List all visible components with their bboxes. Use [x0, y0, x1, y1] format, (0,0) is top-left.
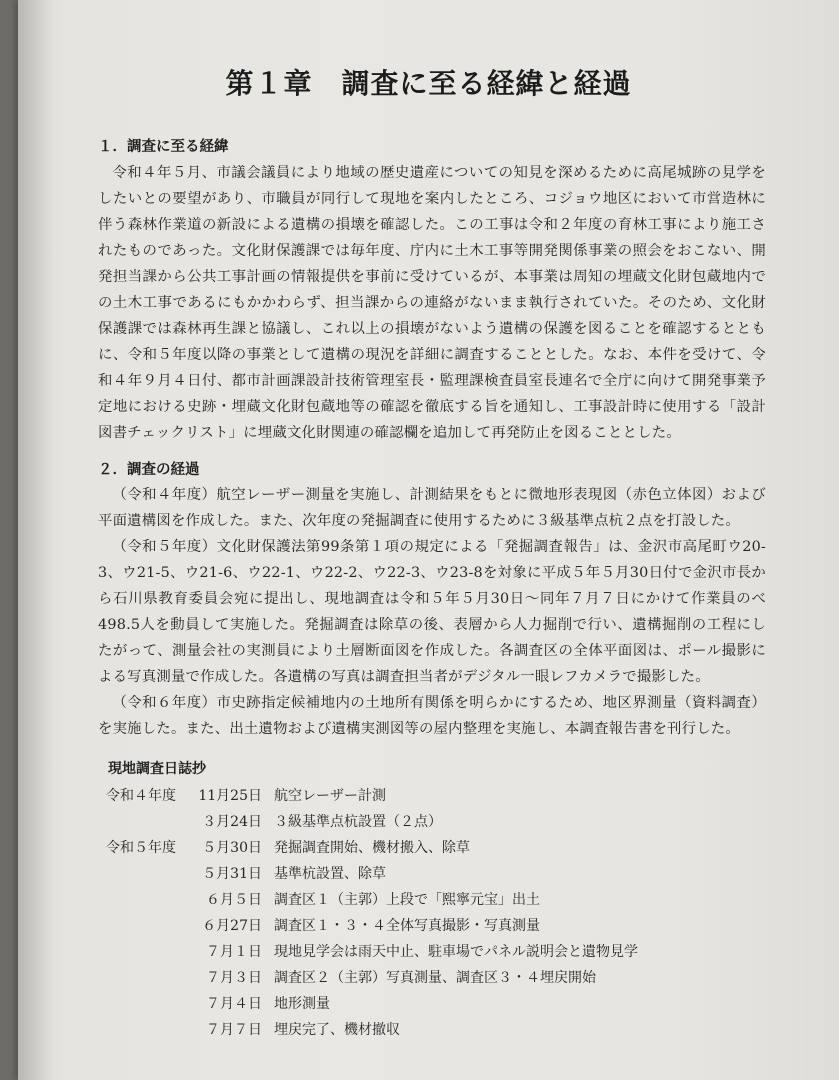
chapter-title: 第１章 調査に至る経緯と経過	[225, 67, 632, 100]
diary-row	[106, 991, 706, 1017]
diary-event: 調査区１・３・４全体写真撮影・写真測量	[274, 918, 540, 934]
diary-event: 現地見学会は雨天中止、駐車場でパネル説明会と遺物見学	[274, 944, 638, 960]
diary-event: 調査区１（主郭）上段で「熙寧元宝」出土	[274, 892, 540, 908]
diary-row	[106, 861, 706, 887]
diary-event: 埋戻完了、機材撤収	[274, 1022, 400, 1038]
diary-row	[106, 939, 706, 965]
diary-table	[106, 783, 706, 1043]
section-1-paragraph: 令和４年５月、市議会議員により地域の歴史遺産についての知見を深めるために高尾城跡の見学をしたいとの要望があり、市職員が同行して現地を案内したところ、コジョウ地区において市営造林に伴う森林作業道の新設による遺構の損壊を確認した。この工事は令和２年度の育林工事により施工されたものであった。文化財保護課では毎年度、庁内に土木工事等開発関係事業の照会をおこない、開発担当課から公共工事計画の情報提供を事前に受けているが、本事業は周知の埋蔵文化財包蔵地内での土木工事であるにもかかわらず、担当課からの連絡がないまま執行されていた。そのため、文化財保護課では森林再生課と協議し、これ以上の損壊がないよう遺構の保護を図ることを確認するとともに、令和５年度以降の事業として遺構の現況を詳細に調査することとした。なお、本件を受けて、令和４年９月４日付、都市計画課設計技術管理室長・監理課検査員室長連名で全庁に向けて開発事業予定地における史跡・埋蔵文化財包蔵地等の確認を徹底する旨を通知し、工事設計時に使用する「設計図書チェックリスト」に埋蔵文化財関連の確認欄を追加して再発防止を図ることとした。	[98, 165, 766, 441]
diary-event: 地形測量	[274, 996, 330, 1012]
diary-date: ７月１日	[206, 944, 262, 960]
diary-date: ５月30日	[202, 840, 262, 856]
diary-date: ６月５日	[206, 892, 262, 908]
diary-date: ７月４日	[206, 996, 262, 1012]
section-2-paragraph-1: （令和４年度）航空レーザー測量を実施し、計測結果をもとに微地形表現図（赤色立体図）および平面遺構図を作成した。また、次年度の発掘調査に使用するために３級基準点杭２点を打設した。	[98, 487, 766, 529]
diary-row	[106, 913, 706, 939]
section-2-paragraph-2: （令和５年度）文化財保護法第99条第１項の規定による「発掘調査報告」は、金沢市高尾町ウ20-3、ウ21-5、ウ21-6、ウ22-1、ウ22-2、ウ22-3、ウ23-8を対象に平成５年５月30日付で金沢市長から石川県教育委員会宛に提出し、現地調査は令和５年５月30日～同年７月７日にかけて作業員のべ498.5人を動員して実施した。発掘調査は除草の後、表層から人力掘削で行い、遺構掘削の工程にしたがって、測量会社の実測員により土層断面図を作成した。各調査区の全体平面図は、ポール撮影による写真測量で作成した。各遺構の写真は調査担当者がデジタル一眼レフカメラで撮影した。	[98, 539, 766, 685]
section-2-heading: ２．調査の経過	[98, 462, 200, 478]
diary-date: ６月27日	[202, 918, 262, 934]
diary-year: 令和４年度	[106, 788, 176, 804]
diary-date: 11月25日	[198, 788, 262, 804]
diary-event: 発掘調査開始、機材搬入、除草	[274, 840, 470, 856]
page-fold-shadow	[18, 0, 54, 1080]
section-1-heading: １．調査に至る経緯	[98, 139, 229, 155]
document-page	[18, 0, 839, 1080]
diary-event: ３級基準点杭設置（２点）	[274, 814, 442, 830]
diary-event: 調査区２（主郭）写真測量、調査区３・４埋戻開始	[274, 970, 596, 986]
diary-row	[106, 809, 706, 835]
diary-title: 現地調査日誌抄	[108, 761, 206, 777]
diary-event: 基準杭設置、除草	[274, 866, 386, 882]
diary-year: 令和５年度	[106, 840, 176, 856]
diary-date: ３月24日	[202, 814, 262, 830]
diary-date: ７月７日	[206, 1022, 262, 1038]
diary-row	[106, 783, 706, 809]
diary-row	[106, 887, 706, 913]
diary-row	[106, 1017, 706, 1043]
diary-date: ７月３日	[206, 970, 262, 986]
diary-row	[106, 965, 706, 991]
diary-event: 航空レーザー計測	[274, 788, 386, 804]
diary-row	[106, 835, 706, 861]
section-2-paragraph-3: （令和６年度）市史跡指定候補地内の土地所有関係を明らかにするため、地区界測量（資料調査）を実施した。また、出土遺物および遺構実測図等の屋内整理を実施し、本調査報告書を刊行した。	[98, 695, 766, 737]
diary-date: ５月31日	[202, 866, 262, 882]
